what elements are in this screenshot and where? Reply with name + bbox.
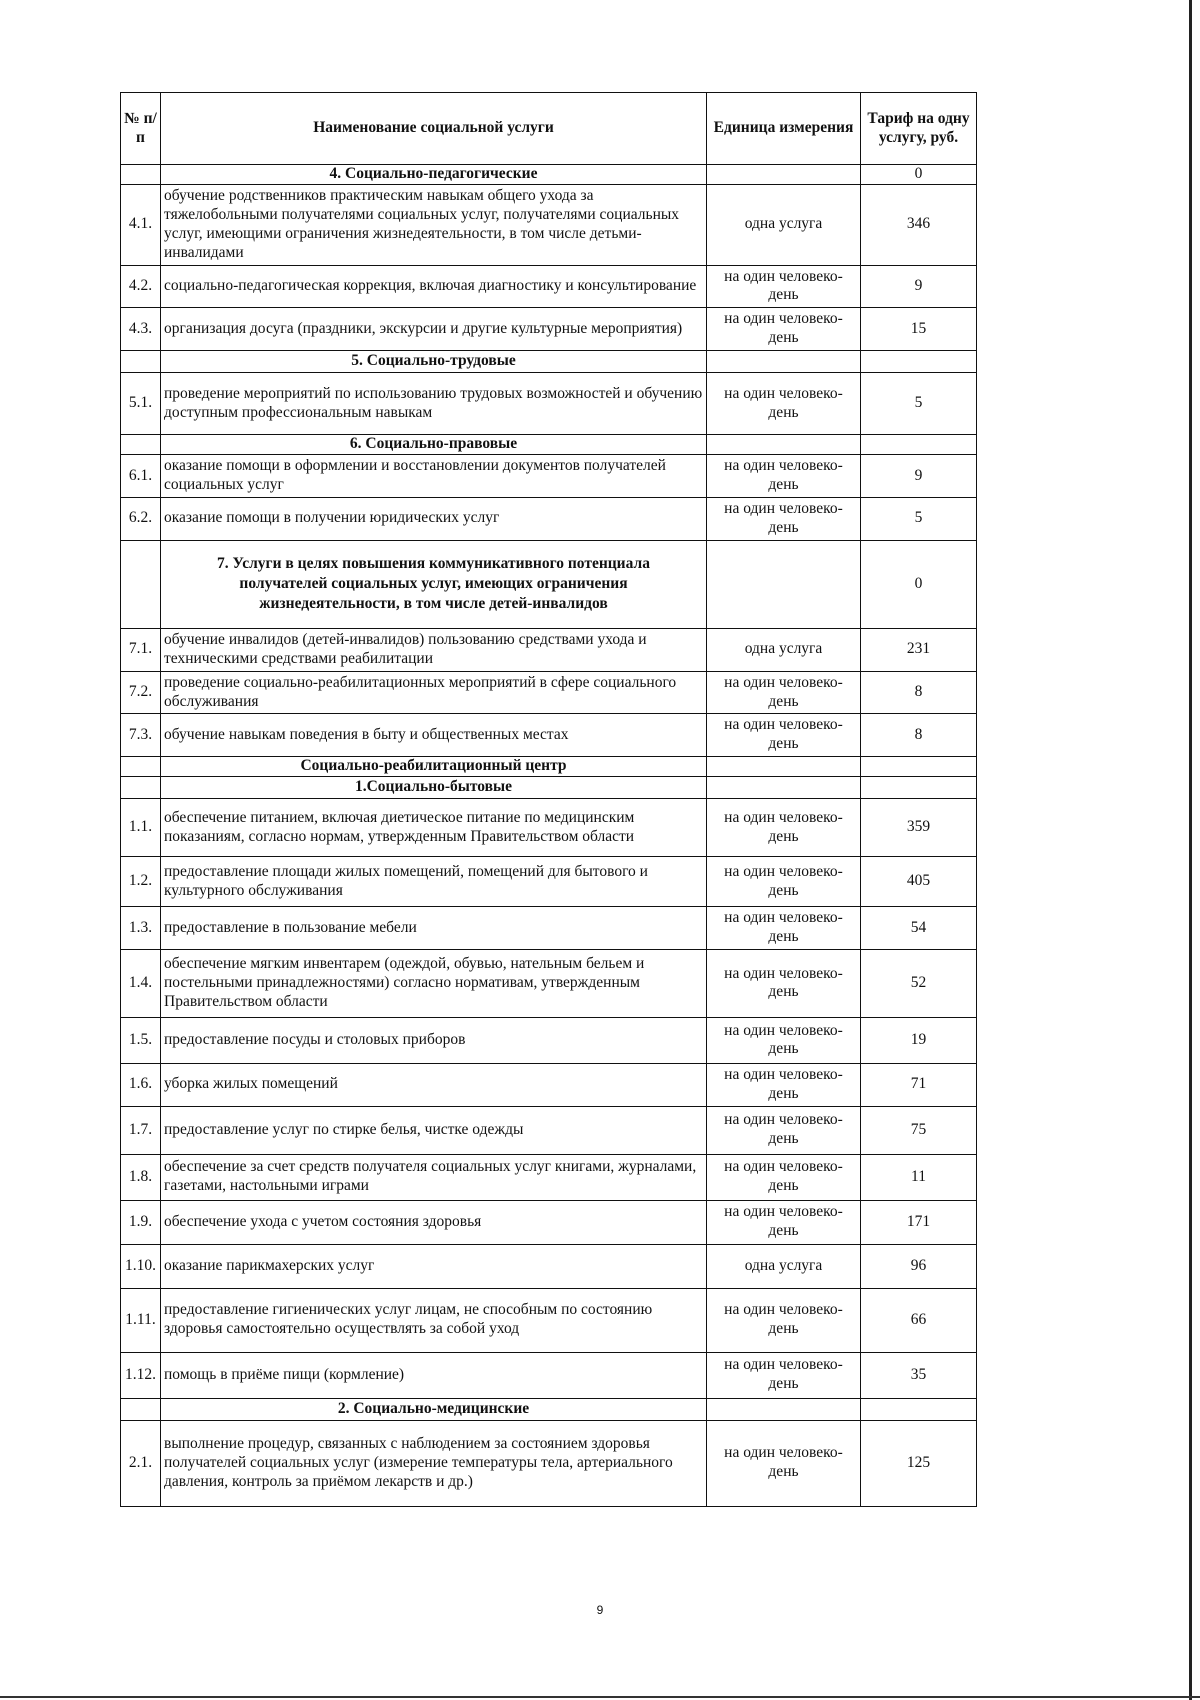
row-number: 1.6. bbox=[121, 1063, 161, 1106]
row-number: 1.12. bbox=[121, 1352, 161, 1398]
services-tariff-table bbox=[120, 92, 977, 1507]
service-name: обучение родственников практическим навыкам общего ухода за тяжелобольными получателями социальных услуг, получателями социальных услуг, имеющими ограничения жизнедеятельности, в том числе детьми-инвалидами bbox=[161, 184, 707, 265]
table-row bbox=[121, 857, 977, 907]
unit-of-measure: на один человеко-день bbox=[707, 714, 861, 757]
section-row bbox=[121, 757, 977, 777]
unit-of-measure: на один человеко-день bbox=[707, 1154, 861, 1200]
row-number: 4.2. bbox=[121, 265, 161, 308]
table-row bbox=[121, 184, 977, 265]
section-unit-cell bbox=[707, 1398, 861, 1420]
service-name: обеспечение ухода с учетом состояния здоровья bbox=[161, 1200, 707, 1244]
section-tariff bbox=[861, 351, 977, 373]
row-number: 1.8. bbox=[121, 1154, 161, 1200]
header-service-name: Наименование социальной услуги bbox=[161, 93, 707, 165]
unit-of-measure: одна услуга bbox=[707, 184, 861, 265]
row-number: 5.1. bbox=[121, 373, 161, 435]
row-number: 7.3. bbox=[121, 714, 161, 757]
section-tariff bbox=[861, 757, 977, 777]
unit-of-measure: на один человеко-день bbox=[707, 907, 861, 950]
unit-of-measure: на один человеко-день bbox=[707, 1106, 861, 1154]
service-name: оказание парикмахерских услуг bbox=[161, 1244, 707, 1288]
page-number: 9 bbox=[596, 1603, 604, 1617]
table-row bbox=[121, 497, 977, 540]
tariff-value: 231 bbox=[861, 628, 977, 671]
tariff-value: 11 bbox=[861, 1154, 977, 1200]
tariff-value: 9 bbox=[861, 455, 977, 498]
section-number-cell bbox=[121, 1398, 161, 1420]
unit-of-measure: на один человеко-день bbox=[707, 1352, 861, 1398]
table-row bbox=[121, 799, 977, 857]
service-name: выполнение процедур, связанных с наблюдением за состоянием здоровья получателей социальных услуг (измерение температуры тела, артериального давления, контроль за приёмом лекарств и др.) bbox=[161, 1420, 707, 1506]
section-number-cell bbox=[121, 757, 161, 777]
table-row bbox=[121, 949, 977, 1017]
section-title: Социально-реабилитационный центр bbox=[161, 757, 707, 777]
unit-of-measure: на один человеко-день bbox=[707, 1200, 861, 1244]
table-row bbox=[121, 1288, 977, 1352]
row-number: 7.1. bbox=[121, 628, 161, 671]
table-row bbox=[121, 1200, 977, 1244]
tariff-value: 5 bbox=[861, 497, 977, 540]
unit-of-measure: одна услуга bbox=[707, 1244, 861, 1288]
unit-of-measure: на один человеко-день bbox=[707, 1017, 861, 1063]
unit-of-measure: на один человеко-день bbox=[707, 1288, 861, 1352]
tariff-value: 35 bbox=[861, 1352, 977, 1398]
service-name: оказание помощи в оформлении и восстановлении документов получателей социальных услуг bbox=[161, 455, 707, 498]
section-tariff: 0 bbox=[861, 540, 977, 628]
row-number: 1.3. bbox=[121, 907, 161, 950]
tariff-value: 8 bbox=[861, 714, 977, 757]
table-row bbox=[121, 1106, 977, 1154]
service-name: обучение навыкам поведения в быту и общественных местах bbox=[161, 714, 707, 757]
unit-of-measure: на один человеко-день bbox=[707, 857, 861, 907]
tariff-value: 171 bbox=[861, 1200, 977, 1244]
row-number: 1.7. bbox=[121, 1106, 161, 1154]
tariff-value: 359 bbox=[861, 799, 977, 857]
section-title: 4. Социально-педагогические bbox=[161, 165, 707, 185]
scan-bottom-line bbox=[0, 1696, 1200, 1698]
section-unit-cell bbox=[707, 757, 861, 777]
service-name: обеспечение питанием, включая диетическое питание по медицинским показаниям, согласно нормам, утвержденным Правительством области bbox=[161, 799, 707, 857]
unit-of-measure: на один человеко-день bbox=[707, 799, 861, 857]
unit-of-measure: на один человеко-день bbox=[707, 497, 861, 540]
row-number: 1.11. bbox=[121, 1288, 161, 1352]
row-number: 1.10. bbox=[121, 1244, 161, 1288]
table-body bbox=[121, 165, 977, 1507]
tariff-value: 71 bbox=[861, 1063, 977, 1106]
section-row bbox=[121, 1398, 977, 1420]
service-name: предоставление посуды и столовых приборов bbox=[161, 1017, 707, 1063]
tariff-value: 75 bbox=[861, 1106, 977, 1154]
tariff-value: 66 bbox=[861, 1288, 977, 1352]
unit-of-measure: на один человеко-день bbox=[707, 949, 861, 1017]
service-name: социально-педагогическая коррекция, включая диагностику и консультирование bbox=[161, 265, 707, 308]
service-name: предоставление услуг по стирке белья, чистке одежды bbox=[161, 1106, 707, 1154]
unit-of-measure: на один человеко-день bbox=[707, 308, 861, 351]
section-number-cell bbox=[121, 540, 161, 628]
section-title: 1.Социально-бытовые bbox=[161, 777, 707, 799]
row-number: 1.4. bbox=[121, 949, 161, 1017]
table-row bbox=[121, 1420, 977, 1506]
header-tariff: Тариф на одну услугу, руб. bbox=[861, 93, 977, 165]
section-unit-cell bbox=[707, 435, 861, 455]
service-name: проведение социально-реабилитационных мероприятий в сфере социального обслуживания bbox=[161, 671, 707, 714]
section-unit-cell bbox=[707, 165, 861, 185]
tariff-value: 5 bbox=[861, 373, 977, 435]
service-name: предоставление площади жилых помещений, помещений для бытового и культурного обслуживания bbox=[161, 857, 707, 907]
section-tariff bbox=[861, 435, 977, 455]
header-unit: Единица измерения bbox=[707, 93, 861, 165]
section-unit-cell bbox=[707, 351, 861, 373]
tariff-value: 405 bbox=[861, 857, 977, 907]
tariff-value: 346 bbox=[861, 184, 977, 265]
tariff-value: 19 bbox=[861, 1017, 977, 1063]
section-unit-cell bbox=[707, 540, 861, 628]
section-title: 5. Социально-трудовые bbox=[161, 351, 707, 373]
tariff-value: 8 bbox=[861, 671, 977, 714]
table-row bbox=[121, 628, 977, 671]
unit-of-measure: на один человеко-день bbox=[707, 1420, 861, 1506]
scan-edge-line bbox=[1189, 0, 1192, 1700]
tariff-value: 52 bbox=[861, 949, 977, 1017]
table-row bbox=[121, 1017, 977, 1063]
service-name: предоставление гигиенических услуг лицам, не способным по состоянию здоровья самостоятельно осуществлять за собой уход bbox=[161, 1288, 707, 1352]
row-number: 6.2. bbox=[121, 497, 161, 540]
service-name: обучение инвалидов (детей-инвалидов) пользованию средствами ухода и техническими средствами реабилитации bbox=[161, 628, 707, 671]
tariff-value: 54 bbox=[861, 907, 977, 950]
section-title: 6. Социально-правовые bbox=[161, 435, 707, 455]
service-name: обеспечение за счет средств получателя социальных услуг книгами, журналами, газетами, настольными играми bbox=[161, 1154, 707, 1200]
section-row bbox=[121, 165, 977, 185]
unit-of-measure: одна услуга bbox=[707, 628, 861, 671]
table-row bbox=[121, 907, 977, 950]
table-row bbox=[121, 455, 977, 498]
unit-of-measure: на один человеко-день bbox=[707, 265, 861, 308]
section-unit-cell bbox=[707, 777, 861, 799]
service-name: помощь в приёме пищи (кормление) bbox=[161, 1352, 707, 1398]
section-title: 7. Услуги в целях повышения коммуникативного потенциала получателей социальных услуг, имеющих ограничения жизнедеятельности, в том числе детей-инвалидов bbox=[161, 540, 707, 628]
table-row bbox=[121, 1352, 977, 1398]
service-name: организация досуга (праздники, экскурсии и другие культурные мероприятия) bbox=[161, 308, 707, 351]
service-name: проведение мероприятий по использованию трудовых возможностей и обучению доступным профессиональным навыкам bbox=[161, 373, 707, 435]
table-row bbox=[121, 1154, 977, 1200]
section-row bbox=[121, 435, 977, 455]
tariff-value: 9 bbox=[861, 265, 977, 308]
tariff-value: 125 bbox=[861, 1420, 977, 1506]
service-name: обеспечение мягким инвентарем (одеждой, обувью, нательным бельем и постельными принадлежностями) согласно нормативам, утвержденным Правительством области bbox=[161, 949, 707, 1017]
row-number: 1.9. bbox=[121, 1200, 161, 1244]
section-tariff bbox=[861, 1398, 977, 1420]
row-number: 7.2. bbox=[121, 671, 161, 714]
table-row bbox=[121, 1244, 977, 1288]
service-name: предоставление в пользование мебели bbox=[161, 907, 707, 950]
section-tariff: 0 bbox=[861, 165, 977, 185]
section-row bbox=[121, 351, 977, 373]
row-number: 1.2. bbox=[121, 857, 161, 907]
section-number-cell bbox=[121, 435, 161, 455]
section-tariff bbox=[861, 777, 977, 799]
row-number: 2.1. bbox=[121, 1420, 161, 1506]
section-title: 2. Социально-медицинские bbox=[161, 1398, 707, 1420]
row-number: 1.1. bbox=[121, 799, 161, 857]
section-number-cell bbox=[121, 165, 161, 185]
tariff-value: 15 bbox=[861, 308, 977, 351]
section-number-cell bbox=[121, 351, 161, 373]
service-name: уборка жилых помещений bbox=[161, 1063, 707, 1106]
row-number: 4.3. bbox=[121, 308, 161, 351]
table-row bbox=[121, 1063, 977, 1106]
row-number: 1.5. bbox=[121, 1017, 161, 1063]
header-number: № п/п bbox=[121, 93, 161, 165]
row-number: 6.1. bbox=[121, 455, 161, 498]
section-row bbox=[121, 540, 977, 628]
unit-of-measure: на один человеко-день bbox=[707, 373, 861, 435]
unit-of-measure: на один человеко-день bbox=[707, 455, 861, 498]
unit-of-measure: на один человеко-день bbox=[707, 1063, 861, 1106]
table-row bbox=[121, 265, 977, 308]
table-row bbox=[121, 373, 977, 435]
table-row bbox=[121, 714, 977, 757]
section-number-cell bbox=[121, 777, 161, 799]
section-row bbox=[121, 777, 977, 799]
row-number: 4.1. bbox=[121, 184, 161, 265]
unit-of-measure: на один человеко-день bbox=[707, 671, 861, 714]
service-name: оказание помощи в получении юридических услуг bbox=[161, 497, 707, 540]
tariff-value: 96 bbox=[861, 1244, 977, 1288]
table-row bbox=[121, 671, 977, 714]
table-row bbox=[121, 308, 977, 351]
